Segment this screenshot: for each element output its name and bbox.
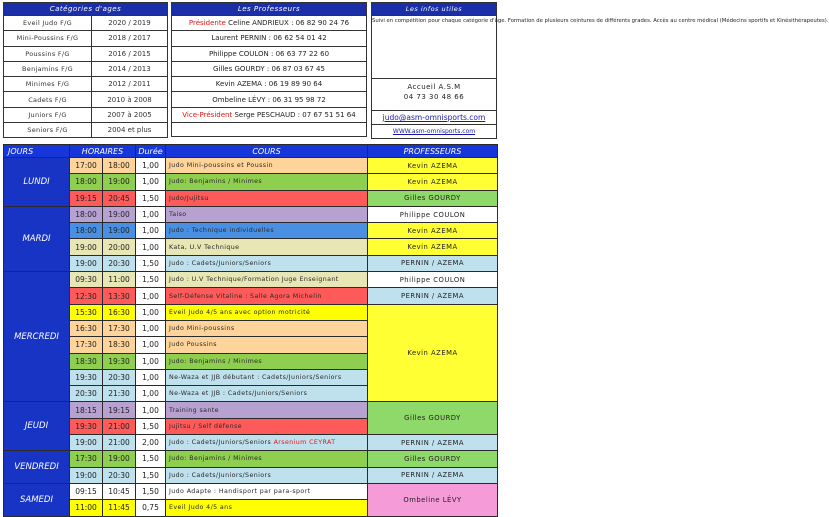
duration: 1,00 xyxy=(136,288,166,304)
end-time: 20:45 xyxy=(103,190,136,206)
header-cours: COURS xyxy=(166,145,368,158)
start-time: 09:30 xyxy=(70,272,103,288)
course-name: Judo Mini-poussins xyxy=(166,320,368,336)
end-time: 11:00 xyxy=(103,272,136,288)
duration: 1,00 xyxy=(136,158,166,174)
schedule-row xyxy=(4,190,498,206)
course-name: Ne-Waza et JJB débutant : Cadets/Juniors/Seniors xyxy=(166,369,368,385)
end-time: 13:30 xyxy=(103,288,136,304)
professor-contact xyxy=(172,16,367,31)
start-time: 16:30 xyxy=(70,320,103,336)
duration: 1,00 xyxy=(136,320,166,336)
duration: 1,50 xyxy=(136,190,166,206)
professor-text: Celine ANDRIEUX : 06 82 90 24 76 xyxy=(228,19,350,28)
email-link[interactable]: judo@asm-omnisports.com xyxy=(372,111,497,125)
course-name: Training sante xyxy=(166,402,368,418)
schedule-row xyxy=(4,402,498,418)
duration: 1,00 xyxy=(136,369,166,385)
professor-name: PERNIN / AZEMA xyxy=(368,255,498,271)
course-name: Judo : Cadets/Juniors/Seniors xyxy=(166,255,368,271)
accueil-title: Accueil A.S.M xyxy=(407,83,461,91)
start-time: 18:00 xyxy=(70,174,103,190)
end-time: 19:00 xyxy=(103,451,136,467)
start-time: 19:30 xyxy=(70,369,103,385)
schedule-row xyxy=(4,288,498,304)
end-time: 18:30 xyxy=(103,337,136,353)
schedule-row xyxy=(4,304,498,320)
professor-name: Kevin AZEMA xyxy=(368,158,498,174)
professor-name: Kevin AZEMA xyxy=(368,174,498,190)
category-years: 2010 à 2008 xyxy=(92,92,168,107)
professor-name: Ombeline LÉVY xyxy=(368,483,498,516)
duration: 1,00 xyxy=(136,206,166,222)
end-time: 20:00 xyxy=(103,239,136,255)
schedule-row xyxy=(4,174,498,190)
course-name: Judo : U.V Technique/Formation Juge Enseignant xyxy=(166,272,368,288)
category-name: Juniors F/G xyxy=(4,107,92,122)
duration: 1,50 xyxy=(136,418,166,434)
useful-info-text: Suivi en compétition pour chaque catégorie d'âge. Formation de plusieurs ceintures de différents grades. Accès au centre médical (Médecins sportifs et Kinésithérapeutes). xyxy=(372,16,497,79)
start-time: 17:30 xyxy=(70,451,103,467)
course-name: Judo/Jujitsu xyxy=(166,190,368,206)
schedule-row xyxy=(4,158,498,174)
start-time: 19:00 xyxy=(70,255,103,271)
duration: 1,50 xyxy=(136,451,166,467)
course-name: Eveil Judo 4/5 ans xyxy=(166,500,368,516)
start-time: 19:15 xyxy=(70,190,103,206)
professor-name: PERNIN / AZEMA xyxy=(368,467,498,483)
professor-role: Vice-Président xyxy=(182,110,233,119)
start-time: 18:00 xyxy=(70,206,103,222)
start-time: 17:00 xyxy=(70,158,103,174)
course-name: Judo: Benjamins / Minimes xyxy=(166,451,368,467)
end-time: 19:00 xyxy=(103,223,136,239)
course-name: Taiso xyxy=(166,206,368,222)
professor-text: Serge PESCHAUD : 07 67 51 51 64 xyxy=(234,110,356,119)
professor-contact: Ombeline LÉVY : 06 31 95 98 72 xyxy=(172,92,367,107)
end-time: 21:00 xyxy=(103,418,136,434)
schedule-row xyxy=(4,223,498,239)
end-time: 20:30 xyxy=(103,369,136,385)
schedule-row xyxy=(4,467,498,483)
course-location: Arsenium CEYRAT xyxy=(273,439,336,447)
header-jours: JOURS xyxy=(4,145,70,158)
start-time: 19:00 xyxy=(70,467,103,483)
duration: 1,00 xyxy=(136,337,166,353)
category-years: 2018 / 2017 xyxy=(92,31,168,46)
start-time: 19:30 xyxy=(70,418,103,434)
start-time: 19:00 xyxy=(70,435,103,451)
professors-header: Les Professeurs xyxy=(172,3,367,16)
category-years: 2004 et plus xyxy=(92,123,168,138)
end-time: 20:30 xyxy=(103,255,136,271)
duration: 1,00 xyxy=(136,386,166,402)
end-time: 18:00 xyxy=(103,158,136,174)
course-name: Judo Mini-poussins et Poussin xyxy=(166,158,368,174)
category-name: Poussins F/G xyxy=(4,46,92,61)
professor-name: Gilles GOURDY xyxy=(368,190,498,206)
schedule-row xyxy=(4,272,498,288)
useful-info-table xyxy=(371,2,829,139)
professor-name: PERNIN / AZEMA xyxy=(368,435,498,451)
category-name: Mini-Poussins F/G xyxy=(4,31,92,46)
header-professeurs: PROFESSEURS xyxy=(368,145,498,158)
start-time: 18:30 xyxy=(70,353,103,369)
website-link[interactable]: WWW.asm-omnisports.com xyxy=(372,125,497,139)
category-years: 2016 / 2015 xyxy=(92,46,168,61)
course-name: Judo : Technique individuelles xyxy=(166,223,368,239)
day-vendredi: VENDREDI xyxy=(4,451,70,484)
start-time: 18:15 xyxy=(70,402,103,418)
accueil-block xyxy=(372,79,497,111)
category-name: Benjamins F/G xyxy=(4,61,92,76)
end-time: 20:30 xyxy=(103,467,136,483)
professor-name: Kevin AZEMA xyxy=(368,223,498,239)
professor-role: Présidente xyxy=(188,19,226,28)
professors-table xyxy=(171,2,367,137)
header-duree: Durée xyxy=(136,145,166,158)
course-name xyxy=(166,435,368,451)
professor-contact: Gilles GOURDY : 06 87 03 67 45 xyxy=(172,61,367,76)
duration: 1,00 xyxy=(136,174,166,190)
day-samedi: SAMEDI xyxy=(4,483,70,516)
duration: 1,50 xyxy=(136,255,166,271)
duration: 1,00 xyxy=(136,402,166,418)
schedule-row xyxy=(4,483,498,499)
professor-name: Kevin AZEMA xyxy=(368,239,498,255)
professor-name: Gilles GOURDY xyxy=(368,402,498,435)
day-lundi: LUNDI xyxy=(4,158,70,207)
professor-name: PERNIN / AZEMA xyxy=(368,288,498,304)
schedule-row xyxy=(4,206,498,222)
professor-name: Gilles GOURDY xyxy=(368,451,498,467)
duration: 1,50 xyxy=(136,483,166,499)
course-name: Jujitsu / Self défense xyxy=(166,418,368,434)
professor-contact xyxy=(172,107,367,122)
course-name: Eveil Judo 4/5 ans avec option motricité xyxy=(166,304,368,320)
professor-contact: Laurent PERNIN : 06 62 54 01 42 xyxy=(172,31,367,46)
course-name: Judo Adapte : Handisport par para-sport xyxy=(166,483,368,499)
start-time: 12:30 xyxy=(70,288,103,304)
end-time: 17:30 xyxy=(103,320,136,336)
professor-name: Philippe COULON xyxy=(368,206,498,222)
accueil-phone: 04 73 30 48 66 xyxy=(403,93,465,101)
category-name: Eveil Judo F/G xyxy=(4,16,92,31)
category-name: Minimes F/G xyxy=(4,77,92,92)
end-time: 19:00 xyxy=(103,206,136,222)
start-time: 17:30 xyxy=(70,337,103,353)
professor-empty-row xyxy=(172,123,367,137)
category-name: Cadets F/G xyxy=(4,92,92,107)
start-time: 09:15 xyxy=(70,483,103,499)
professor-name: Kevin AZEMA xyxy=(368,304,498,402)
course-name: Self-Défense Vitaline : Salle Agora Michelin xyxy=(166,288,368,304)
schedule-row xyxy=(4,255,498,271)
end-time: 21:30 xyxy=(103,386,136,402)
course-name: Kata, U.V Technique xyxy=(166,239,368,255)
end-time: 21:00 xyxy=(103,435,136,451)
course-name: Judo : Cadets/Juniors/Seniors xyxy=(166,467,368,483)
end-time: 16:30 xyxy=(103,304,136,320)
category-years: 2007 à 2005 xyxy=(92,107,168,122)
course-text: Judo : Cadets/Juniors/Seniors xyxy=(169,439,272,447)
duration: 1,50 xyxy=(136,467,166,483)
duration: 1,00 xyxy=(136,353,166,369)
duration: 1,00 xyxy=(136,239,166,255)
header-horaires: HORAIRES xyxy=(70,145,136,158)
course-name: Judo: Benjamins / Minimes xyxy=(166,174,368,190)
course-name: Judo Poussins xyxy=(166,337,368,353)
start-time: 20:30 xyxy=(70,386,103,402)
age-categories-table xyxy=(3,2,168,138)
day-mercredi: MERCREDI xyxy=(4,272,70,402)
end-time: 19:15 xyxy=(103,402,136,418)
duration: 0,75 xyxy=(136,500,166,516)
professor-contact: Philippe COULON : 06 63 77 22 60 xyxy=(172,46,367,61)
start-time: 19:00 xyxy=(70,239,103,255)
useful-info-header: Les infos utiles xyxy=(372,3,497,16)
category-years: 2012 / 2011 xyxy=(92,77,168,92)
professor-name: Philippe COULON xyxy=(368,272,498,288)
category-years: 2014 / 2013 xyxy=(92,61,168,76)
top-info-section xyxy=(3,2,829,138)
start-time: 15:30 xyxy=(70,304,103,320)
professor-contact: Kevin AZEMA : 06 19 89 90 64 xyxy=(172,77,367,92)
age-categories-header: Catégories d'ages xyxy=(4,3,168,16)
category-name: Seniors F/G xyxy=(4,123,92,138)
duration: 1,50 xyxy=(136,272,166,288)
end-time: 19:00 xyxy=(103,174,136,190)
end-time: 10:45 xyxy=(103,483,136,499)
category-years: 2020 / 2019 xyxy=(92,16,168,31)
schedule-row xyxy=(4,451,498,467)
end-time: 11:45 xyxy=(103,500,136,516)
schedule-row xyxy=(4,435,498,451)
day-jeudi: JEUDI xyxy=(4,402,70,451)
start-time: 18:00 xyxy=(70,223,103,239)
schedule-row xyxy=(4,239,498,255)
duration: 2,00 xyxy=(136,435,166,451)
day-mardi: MARDI xyxy=(4,206,70,271)
duration: 1,00 xyxy=(136,304,166,320)
schedule-table xyxy=(3,144,498,517)
course-name: Judo: Benjamins / Minimes xyxy=(166,353,368,369)
course-name: Ne-Waza et JJB : Cadets/Juniors/Seniors xyxy=(166,386,368,402)
end-time: 19:30 xyxy=(103,353,136,369)
duration: 1,00 xyxy=(136,223,166,239)
start-time: 11:00 xyxy=(70,500,103,516)
